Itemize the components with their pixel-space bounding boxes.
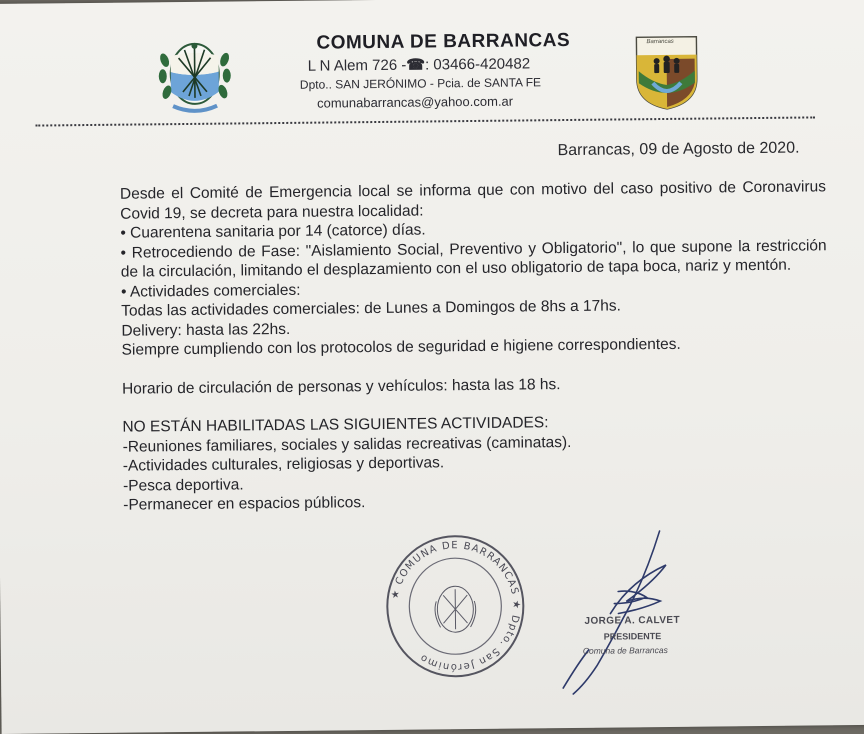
- document-date: Barrancas, 09 de Agosto de 2020.: [557, 140, 799, 161]
- bullet-quarantine: • Cuarentena sanitaria por 14 (catorce) días.: [120, 216, 826, 243]
- header-dotted-divider: [35, 116, 815, 126]
- delivery-hours: Delivery: hasta las 22hs.: [121, 314, 827, 341]
- signatory-organization: Comuna de Barrancas: [583, 645, 668, 656]
- street-address: L N Alem 726 -: [308, 57, 407, 75]
- protocols-note: Siempre cumpliendo con los protocolos de seguridad e higiene correspondientes.: [122, 333, 828, 360]
- institution-name: COMUNA DE BARRANCAS: [316, 30, 570, 55]
- circulation-hours: Horario de circulación de personas y vehículos: hasta las 18 hs.: [122, 372, 828, 399]
- not-enabled-item: -Actividades culturales, religiosas y deportivas.: [123, 449, 829, 476]
- official-stamp: [380, 530, 532, 687]
- not-enabled-item: -Permanecer en espacios públicos.: [123, 488, 829, 515]
- signatory-role: PRESIDENTE: [604, 631, 662, 642]
- bullet-commercial: • Actividades comerciales:: [121, 275, 827, 302]
- signatory-name: JORGE A. CALVET: [584, 615, 680, 627]
- telephone-icon: ☎: [406, 56, 425, 73]
- emblem-caption: Barrancas: [646, 39, 673, 45]
- barrancas-emblem: [630, 27, 703, 117]
- intro-paragraph: Desde el Comité de Emergencia local se informa que con motivo del caso positivo de Coronavirus Covid 19, se decreta para nuestra localidad:: [120, 177, 826, 223]
- handwritten-signature: [547, 521, 709, 708]
- commercial-hours: Todas las actividades comerciales: de Lunes a Domingos de 8hs a 17hs.: [121, 294, 827, 321]
- email-address: comunabarrancas@yahoo.com.ar: [317, 94, 513, 111]
- not-enabled-item: -Pesca deportiva.: [123, 469, 829, 496]
- department-line: Dpto.. SAN JERÓNIMO - Pcia. de SANTA FE: [300, 75, 541, 92]
- phone-number: : 03466-420482: [425, 55, 530, 73]
- not-enabled-heading: NO ESTÁN HABILITADAS LAS SIGUIENTES ACTIVIDADES:: [122, 410, 828, 437]
- province-coat-of-arms: [154, 31, 235, 123]
- svg-text:★ COMUNA DE BARRANCAS ★ Dpto.: ★ COMUNA DE BARRANCAS ★ Dpto. San Jerónimo: [389, 539, 522, 673]
- bullet-phase: • Retrocediendo de Fase: "Aislamiento Social, Preventivo y Obligatorio", lo que supone la restricción de la circulación, limitando el desplazamiento con el uso obligatorio de tapa boca, nariz y mentón.: [121, 236, 827, 282]
- document-body: [120, 177, 829, 515]
- address-line: [308, 54, 531, 74]
- not-enabled-item: -Reuniones familiares, sociales y salidas recreativas (caminatas).: [123, 430, 829, 457]
